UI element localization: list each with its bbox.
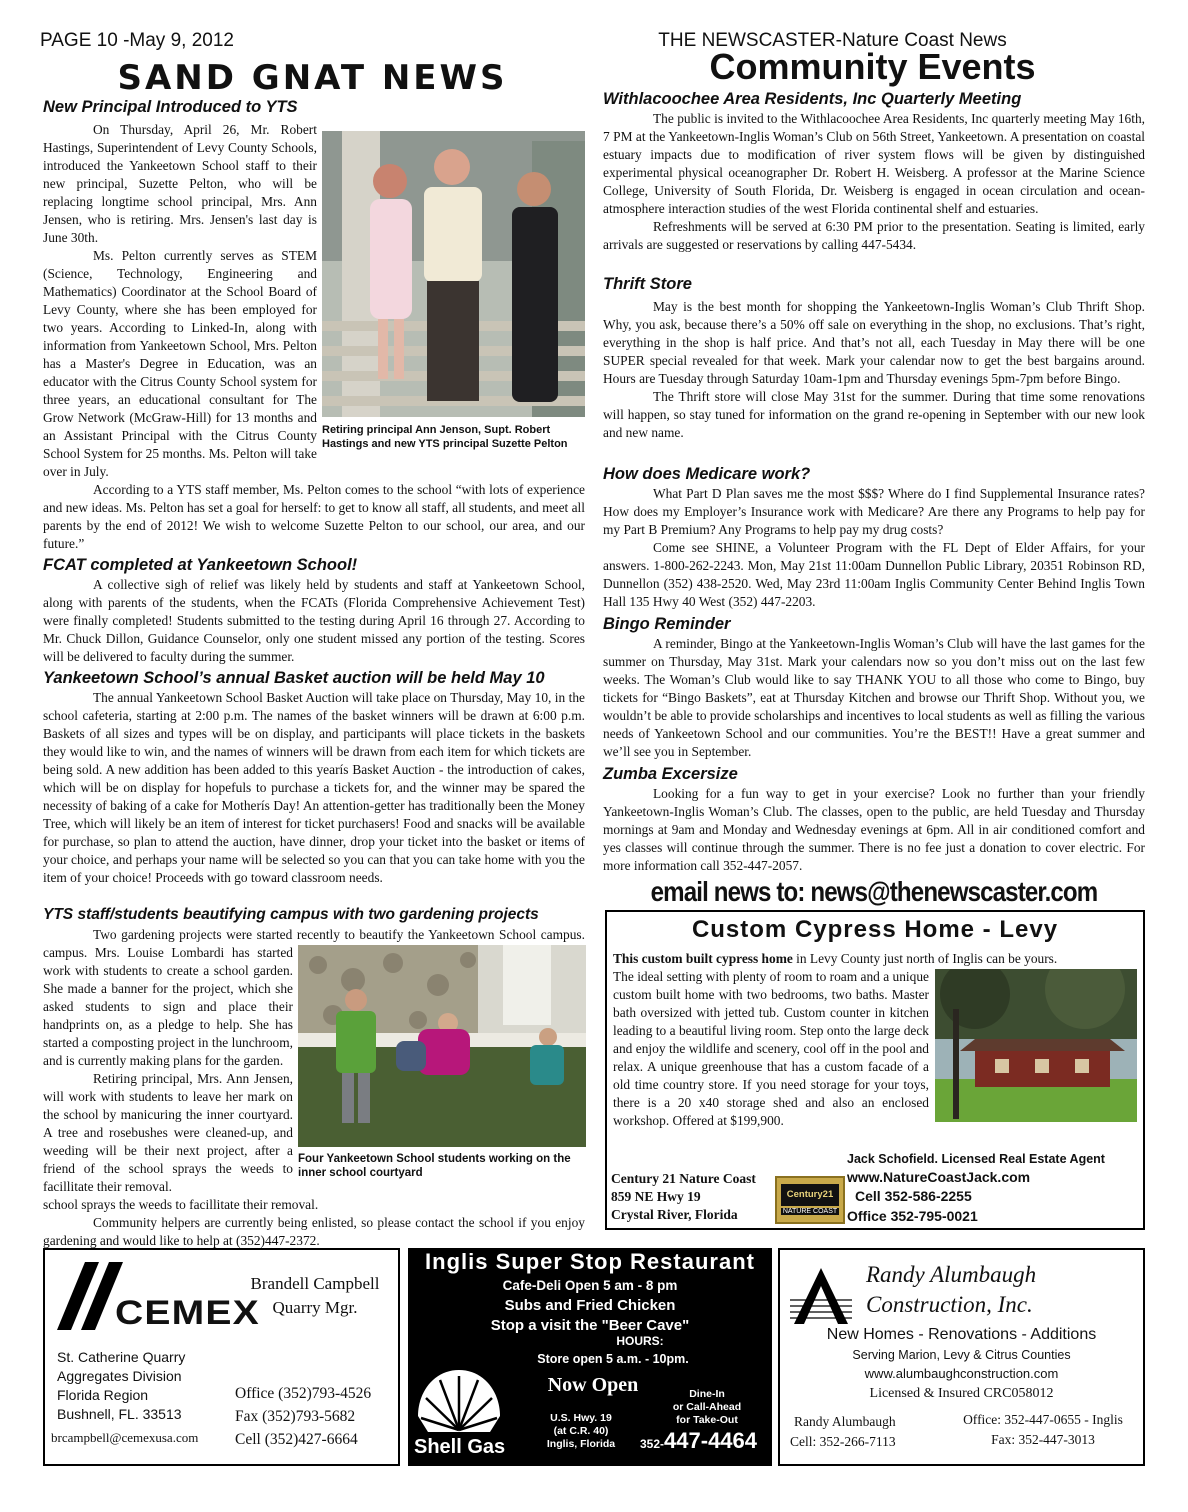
headline-zumba: Zumba Excersize [603,765,738,783]
article-new-principal-intro: On Thursday, April 26, Mr. Robert Hastings, Superintendent of Levy County Schools, introduced the Yankeetown School staff to their new principal, Suzette Pelton, who will be replacing longtime school principal, Mrs. Ann Jensen, who is retiring. Mrs. Jensen's last day is June 30th. Ms. Pelton currently serves as STEM (Science, Technology, Engineering and Mathematics) Coordinator at the School Board of Levy County, where she has been employed for two years. According to Linked-In, along with information from Yankeetown School, Mrs. Pelton has a Master's Degree in Education, was an educator with the Citrus County School system for three years, an educational consultant for The Grow Network (McGraw-Hill) for 13 months and an Assistant Principal with the Citrus County School System for 25 months. Ms. Pelton will take over in July. [43,122,317,479]
alumbaugh-website: www.alumbaughconstruction.com [864,1366,1059,1381]
shell-logo-icon [414,1366,504,1436]
inglis-hours: Store open 5 a.m. - 10pm. [537,1352,689,1366]
ad-alumbaugh-construction [778,1248,1145,1466]
photo-cypress-home [935,969,1137,1122]
headline-new-principal: New Principal Introduced to YTS [43,98,298,116]
article-gardening-close: school sprays the weeds to facillitate their removal. Community helpers are currently being enlisted, so please contact the school if you enjoy gardening and would like to help at (352)447-2372. [43,1197,585,1248]
alumbaugh-license: Licensed & Insured CRC058012 [869,1386,1054,1401]
email-banner: email news to: news@thenewscaster.com [650,876,1098,907]
article-thrift-store: May is the best month for shopping the Yankeetown-Inglis Woman’s Club Thrift Shop. Why, you ask, because there’s a 50% off sale on everything in the shop, no exclusions. That’s right, everything in the shop is half price. And that’s not all, each Tuesday in May there will be one SUPER special revealed for that week. Mark your calendar now to get the best bargains around. Hours are Tuesday through Saturday 10am-1pm and Thursday evenings 5pm-7pm before Bingo. The Thrift store will close May 31st for the summer. During that time some renovations will happen, so stay tuned for information on the grand re-opening in September with our new look and new name. [603,299,1145,440]
gardening-close-lead: school sprays the weeds to facillitate their removal. [43,1197,319,1212]
section-title-left: SAND GNAT NEWS [117,58,508,98]
photo-principals [322,131,585,417]
ad-cypress-body: The ideal setting with plenty of room to roam and a unique custom built home with two bedrooms, two baths. Master bath oversized with jetted tub. Custom counter in kitchen leading to a beautiful living room. Step onto the large deck and enjoy the wildlife and scenery, cool off in the pool and relax. A unique greenhouse that has a custom facade of a old time country store. If you need storage for your toys, there is a 20 x40 storage shed and also an enclosed workshop. Offered at $199,900. [613,969,929,1128]
cemex-logo-text: CEMEX [115,1294,260,1332]
article-gardening-body: campus. Mrs. Louise Lombardi has started work with students to create a school garden. She made a banner for the project, which she asked students to sign and place their handprints on, as a pledge to help. She has started a composting project in the lunchroom, and is currently making plans for the garden. Retiring principal, Mrs. Ann Jensen, will work with students to leave her mark on the school by manicuring the inner courtyard. A tree and rosebushes were cleaned-up, and weeding will be their next project, after a friend of the school sprays the weeds to facillitate their removal. [43,945,293,1194]
photo-courtyard-illustration [298,945,586,1147]
ad-inglis-super-stop [408,1248,772,1466]
article-zumba: Looking for a fun way to get in your exercise? Look no further than your friendly Yankeetown-Inglis Woman’s Club. The classes, open to the public, are held Tuesday and Thursday mornings at 9am and Monday and Wednesday evenings at 6pm. All in air conditioned comfort and yes classes will continue through the summer. There is no fee just a donation to cover electric. For more information call 352-447-2057. [603,786,1145,873]
headline-medicare: How does Medicare work? [603,465,811,483]
century21-logo-sub: NATURE COAST [782,1208,838,1215]
headline-bingo: Bingo Reminder [603,615,731,633]
headline-thrift-store: Thrift Store [603,275,692,293]
ad-cypress-office: Office 352-795-0021 [847,1208,978,1224]
photo-courtyard [298,945,586,1147]
inglis-hours-label: HOURS: [616,1334,664,1348]
ad-cypress-website: www.NatureCoastJack.com [847,1169,1031,1185]
article-medicare: What Part D Plan saves me the most $$$? Where do I find Supplemental Insurance rates? How does my Employer’s Insurance work with Medicare? Are there any Programs to help pay for my Part B Premium? Any Programs to help pay my drug costs? Come see SHINE, a Volunteer Program with the FL Dept of Elder Affairs, for your answers. 1-800-262-2243. Mon, May 21st 11:00am Dunnellon Public Library, 20351 Robinson RD, Dunnellon (352) 438-2520. Wed, May 23rd 11:00am Inglis Community Center Behind Inglis Town Hall 135 Hwy 40 West (352) 447-2203. [603,486,1145,609]
article-bingo: A reminder, Bingo at the Yankeetown-Inglis Woman’s Club will have the last games for the summer on Thursday, May 31st. Mark your calendars now so you don’t miss out on the last few weeks. The Woman’s Club would like to say THANK YOU to all those who come to Bingo, buy tickets for “Bingo Baskets”, eat at Thursday Kitchen and browse our Thrift Shop. Without you, we wouldn’t be able to provide scholarships and incentives to local students as well as filling the various needs of Yankeetown School and our communities. You’re the BEST!! Have a great summer and we’ll see you in September. [603,636,1145,759]
inglis-title: Inglis Super Stop Restaurant [425,1249,755,1274]
page-info: PAGE 10 -May 9, 2012 [40,30,234,51]
inglis-services: Cafe-Deli Open 5 am - 8 pm Subs and Fried Chicken Stop a visit the "Beer Cave" [490,1278,690,1334]
headline-fcat: FCAT completed at Yankeetown School! [43,556,358,574]
ad-cypress-title: Custom Cypress Home - Levy [691,916,1059,943]
article-withlacoochee: The public is invited to the Withlacoochee Area Residents, Inc quarterly meeting May 16th, 7 PM at the Yankeetown-Inglis Woman’s Club on 56th Street, Yankeetown. A presentation on coastal estuary impacts due to modification of river system flows will be given by distinguished experimental physical oceanographer Dr. Robert H. Weisberg. A professor at the Marine Science College, University of South Florida, Dr. Weisberg is engaged in ocean circulation and ocean-atmosphere interaction studies of the west Florida continental shelf and estuaries. Refreshments will be served at 6:30 PM prior to the presentation. Seating is limited, early arrivals are suggested or reservations by calling 447-5434. [603,111,1145,252]
cemex-phones: Office (352)793-4526 Fax (352)793-5682 Cell (352)427-6664 [235,1385,372,1448]
alumbaugh-company-name: Randy Alumbaugh Construction, Inc. [866,1262,1037,1317]
inglis-now-open: Now Open [547,1374,639,1396]
cemex-email: brcampbell@cemexusa.com [51,1430,199,1445]
photo-principals-illustration [322,131,585,417]
inglis-phone: 352-447-4464 [640,1428,758,1453]
headline-basket-auction: Yankeetown School’s annual Basket auction will be held May 10 [43,669,545,687]
caption-courtyard: Four Yankeetown School students working on the inner school courtyard [298,1153,571,1179]
alumbaugh-logo-icon [790,1266,852,1326]
photo-cypress-home-illustration [935,969,1137,1122]
headline-withlacoochee: Withlacoochee Area Residents, Inc Quarterly Meeting [603,90,1022,108]
century21-logo-text: Century21 [781,1184,839,1206]
headline-gardening: YTS staff/students beautifying campus with two gardening projects [43,906,539,923]
ad-cypress-brokerage: Century 21 Nature Coast 859 NE Hwy 19 Crystal River, Florida [611,1171,756,1222]
caption-principals: Retiring principal Ann Jenson, Supt. Robert Hastings and new YTS principal Suzette Pelton [322,424,568,450]
publication-name: THE NEWSCASTER-Nature Coast News [658,30,1007,51]
alumbaugh-tagline: New Homes - Renovations - Additions [826,1326,1097,1343]
section-title-right: Community Events [709,46,1036,87]
cemex-contact-name: Brandell Campbell Quarry Mgr. [250,1274,380,1317]
article-basket-auction: The annual Yankeetown School Basket Auction will take place on Thursday, May 10, in the school cafeteria, starting at 2:00 p.m. The names of the basket winners will be drawn at 6:00 p.m. Baskets of all sizes and types will be on display, and participants will place tickets in the baskets they would like to win, and the names of winners will be drawn from each item for which tickets are being sold. A new addition has been added to this yearís Basket Auction - the introduction of cakes, which will be on display for hopefuls to purchase a tickets for, and the winner may be spared the necessity of baking of a cake for Motherís Day! An attention-getter has traditionally been the Money Tree, which will likely be an item of interest for ticket purchasers! Food and snacks will be available for purchase, so plan to attend the auction, have dinner, drop your ticket into the basket or items of your choice, and perhaps your name will be selected so you can that you can take home with you the item of your choice! Proceeds with go toward classroom needs. [43,690,585,885]
inglis-dine-in: Dine-In or Call-Ahead for Take-Out [672,1388,742,1426]
ad-cypress-agent: Jack Schofield. Licensed Real Estate Agent [847,1152,1105,1166]
alumbaugh-contact: Randy Alumbaugh Cell: 352-266-7113 [790,1414,896,1449]
inglis-address: U.S. Hwy. 19 (at C.R. 40) Inglis, Florida [546,1412,616,1450]
ad-cypress-cell: Cell 352-586-2255 [855,1188,972,1204]
article-new-principal-quote: According to a YTS staff member, Ms. Pelton comes to the school “with lots of experience and new ideas. Ms. Pelton has set a goal for herself: to get to know all staff, all students, and meet all parents by the end of 2012! We wish to welcome Suzette Pelton to our school, our area, and our future.” [43,482,585,551]
ad-cypress-lead: This custom built cypress home in Levy County just north of Inglis can be yours. [613,951,1058,966]
cemex-address: St. Catherine Quarry Aggregates Division Florida Region Bushnell, FL. 33513 [57,1349,186,1422]
article-gardening-lead: Two gardening projects were started recently to beautify the Yankeetown School campus. [93,927,585,942]
alumbaugh-office: Office: 352-447-0655 - Inglis Fax: 352-447-3013 [963,1412,1123,1447]
ad-cypress-home [605,910,1145,1230]
inglis-shell-gas: Shell Gas [414,1436,506,1458]
gardening-intro: campus. Mrs. Louise Lombardi has started work with students to create a school garden. She made a banner for the project, which she asked students to sign and place their handprints on, as a pledge to help. She has started a composting project in the lunchroom, and is currently making plans for the garden. [43,945,293,1068]
century21-logo [775,1176,845,1224]
alumbaugh-serving: Serving Marion, Levy & Citrus Counties [852,1348,1071,1362]
article-fcat: A collective sigh of relief was likely held by students and staff at Yankeetown School, along with parents of the students, when the FCATs (Florida Comprehensive Achievement Test) were finally completed! Students submitted to the testing during April 16 through 27. According to Mr. Chuck Dillon, Guidance Counselor, only one student missed any portion of the testing. Scores will be delivered to faculty during the summer. [43,577,585,664]
ad-cemex [43,1248,400,1466]
